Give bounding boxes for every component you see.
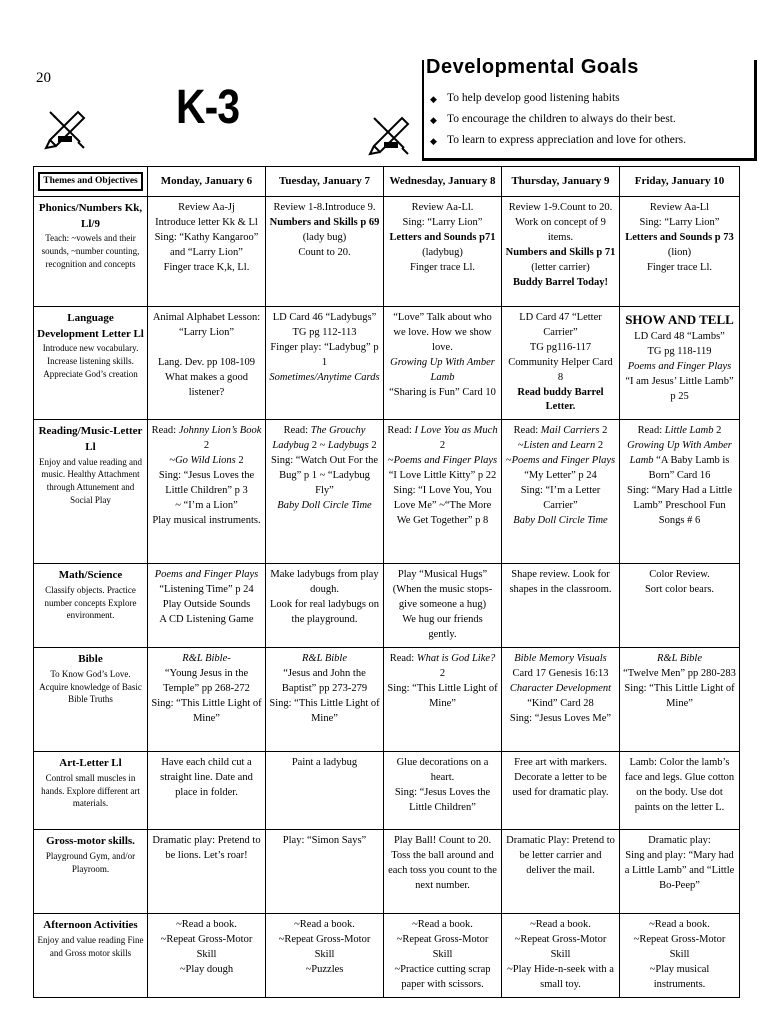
theme-category: Phonics/Numbers Kk, Ll/9 (38, 202, 143, 230)
styled-text: R&L Bible (182, 653, 228, 665)
activity-cell: Read: Little Lamb 2 Growing Up With Amber Lamb “A Baby Lamb is Born” Card 16 Sing: “Mary Had a Little Lamb” Preschool Fun Songs # 6 (620, 420, 740, 564)
table-row (34, 564, 740, 648)
activity-cell: R&L Bible- “Young Jesus in the Temple” pp 268-272 Sing: “This Little Light of Mine” (148, 648, 266, 752)
theme-objective: Control small muscles in hands. Explore different art materials. (41, 772, 140, 809)
page-title: K-3 (176, 81, 240, 134)
activity-cell: SHOW AND TELL LD Card 48 “Lambs” TG pg 118-119 Poems and Finger Plays “I am Jesus’ Little Lamb” p 25 (620, 307, 740, 420)
theme-header-cell: Themes and Objectives (34, 167, 148, 197)
theme-category: Afternoon Activities (43, 919, 138, 932)
theme-category: Gross-motor skills. (46, 835, 135, 848)
theme-objective: Enjoy and value reading and music. Healthy Attachment through Attunement and Social Play (39, 456, 142, 505)
activity-cell: ~Read a book. ~Repeat Gross-Motor Skill ~Play dough (148, 914, 266, 998)
theme-cell (34, 197, 148, 307)
day-header: Tuesday, January 7 (266, 167, 384, 197)
day-header: Monday, January 6 (148, 167, 266, 197)
activity-cell: Lamb: Color the lamb’s face and legs. Glue cotton on the body. Use dot paints on the letter L. (620, 752, 740, 830)
activity-cell: ~Read a book. ~Repeat Gross-Motor Skill ~Play musical instruments. (620, 914, 740, 998)
styled-text: Baby Doll Circle Time (277, 499, 372, 511)
activity-cell: Review Aa-Ll. Sing: “Larry Lion” Letters and Sounds p71 (ladybug) Finger trace Ll. (384, 197, 502, 307)
theme-category: Math/Science (58, 569, 123, 582)
page-number: 20 (36, 70, 51, 86)
theme-objective: Teach: ~vowels and their sounds, ~number counting, recognition and concepts (41, 233, 140, 269)
activity-cell: Read: I Love You as Much 2 ~Poems and Finger Plays “I Love Little Kitty” p 22 Sing: “I Love You, You Love Me” ~“The More We Get Together” p 8 (384, 420, 502, 564)
styled-text: Poems and Finger Plays (627, 360, 732, 372)
activity-cell: Have each child cut a straight line. Date and place in folder. (148, 752, 266, 830)
crayon-icon (44, 106, 88, 150)
activity-cell: Poems and Finger Plays “Listening Time” p 24 Play Outside Sounds A CD Listening Game (148, 564, 266, 648)
activity-cell: ~Read a book. ~Repeat Gross-Motor Skill ~Practice cutting scrap paper with scissors. (384, 914, 502, 998)
styled-text: What is God Like? (416, 653, 496, 665)
activity-cell: Free art with markers. Decorate a letter to be used for dramatic play. (502, 752, 620, 830)
styled-text: Sometimes/Anytime Cards (269, 371, 380, 383)
table-header-row (34, 167, 740, 197)
crayon-icon-right (368, 112, 412, 156)
styled-text: Read buddy Barrel Letter. (517, 386, 604, 413)
theme-category: Bible (78, 653, 103, 666)
theme-objective: Classify objects. Practice number concepts Explore environment. (44, 584, 137, 621)
styled-text: Baby Doll Circle Time (513, 514, 608, 526)
activity-cell: Bible Memory Visuals Card 17 Genesis 16:13 Character Development “Kind” Card 28 Sing: “Jesus Loves Me” (502, 648, 620, 752)
styled-text: Numbers and Skills p 69 (269, 216, 380, 228)
table-row (34, 914, 740, 998)
activity-cell: Dramatic play: Sing and play: “Mary had a Little Lamb” and “Little Bo-Peep” (620, 830, 740, 914)
activity-cell: Make ladybugs from play dough. Look for real ladybugs on the playground. (266, 564, 384, 648)
table-row (34, 420, 740, 564)
activity-cell: LD Card 46 “Ladybugs” TG pg 112-113 Finger play: “Ladybug” p 1 Sometimes/Anytime Cards (266, 307, 384, 420)
styled-text: Poems and Finger Plays (393, 455, 498, 467)
styled-text: Listen and Learn (523, 440, 596, 452)
weekly-plan-table (33, 166, 740, 998)
activity-cell: Review Aa-Jj Introduce letter Kk & Ll Sing: “Kathy Kangaroo” and “Larry Lion” Finger trace K,k, Ll. (148, 197, 266, 307)
styled-text: Poems and Finger Plays (154, 569, 259, 581)
styled-text: Numbers and Skills p 71 (505, 246, 616, 258)
styled-text: Go Wild Lions (175, 455, 236, 467)
activity-cell: LD Card 47 “Letter Carrier” TG pg116-117 Community Helper Card 8 Read buddy Barrel Letter. (502, 307, 620, 420)
activity-cell: “Love” Talk about who we love. How we show love. Growing Up With Amber Lamb “Sharing is Fun” Card 10 (384, 307, 502, 420)
theme-cell (34, 914, 148, 998)
table-row (34, 197, 740, 307)
styled-text: Ladybugs (327, 440, 369, 452)
activity-cell: ~Read a book. ~Repeat Gross-Motor Skill ~Play Hide-n-seek with a small toy. (502, 914, 620, 998)
styled-text: R&L Bible (301, 653, 347, 665)
activity-cell: Animal Alphabet Lesson: “Larry Lion” Lang. Dev. pp 108-109 What makes a good listener? (148, 307, 266, 420)
styled-text: Growing Up With Amber Lamb (390, 356, 495, 383)
styled-text: I Love You as Much (414, 425, 498, 437)
styled-text: Johnny Lion’s Book (178, 425, 262, 437)
goal-item: ◆ To encourage the children to always do their best. (430, 113, 676, 125)
goal-item: ◆ To learn to express appreciation and love for others. (430, 134, 687, 146)
theme-category: Art-Letter Ll (59, 757, 122, 770)
goals-heading: Developmental Goals (426, 56, 639, 78)
theme-cell (34, 830, 148, 914)
activity-cell: ~Read a book. ~Repeat Gross-Motor Skill ~Puzzles (266, 914, 384, 998)
styled-text: SHOW AND TELL (625, 312, 734, 327)
activity-cell: Read: Mail Carriers 2 ~Listen and Learn 2 ~Poems and Finger Plays “My Letter” p 24 Sing: “I’m a Letter Carrier” Baby Doll Circle Time (502, 420, 620, 564)
theme-objective: Introduce new vocabulary. Increase listening skills. Appreciate God’s creation (42, 343, 139, 379)
day-header: Friday, January 10 (620, 167, 740, 197)
theme-objective: Playground Gym, and/or Playroom. (45, 850, 136, 874)
activity-cell: Read: Johnny Lion’s Book 2 ~Go Wild Lions 2 Sing: “Jesus Loves the Little Children” p 3 ~ “I’m a Lion” Play musical instruments. (148, 420, 266, 564)
activity-cell: Shape review. Look for shapes in the classroom. (502, 564, 620, 648)
table-row (34, 648, 740, 752)
goals-list (430, 92, 686, 155)
activity-cell: Play: “Simon Says” (266, 830, 384, 914)
activity-cell: Read: What is God Like? 2 Sing: “This Little Light of Mine” (384, 648, 502, 752)
goal-item: ◆ To help develop good listening habits (430, 92, 620, 104)
activity-cell: Color Review. Sort color bears. (620, 564, 740, 648)
theme-cell (34, 752, 148, 830)
styled-text: Buddy Barrel Today! (513, 276, 608, 288)
day-header: Thursday, January 9 (502, 167, 620, 197)
activity-cell: Review 1-9.Count to 20. Work on concept of 9 items. Numbers and Skills p 71 (letter carrier) Buddy Barrel Today! (502, 197, 620, 307)
activity-cell: R&L Bible “Jesus and John the Baptist” pp 273-279 Sing: “This Little Light of Mine” (266, 648, 384, 752)
table-row (34, 752, 740, 830)
theme-objective: To Know God’s Love. Acquire knowledge of Basic Bible Truths (39, 668, 142, 705)
theme-category: Language Development Letter Ll (37, 312, 144, 340)
table-row (34, 830, 740, 914)
styled-text: Bible Memory Visuals (514, 653, 607, 665)
activity-cell: Review 1-8.Introduce 9. Numbers and Skills p 69 (lady bug) Count to 20. (266, 197, 384, 307)
theme-objective: Enjoy and value reading Fine and Gross motor skills (37, 934, 144, 958)
day-header: Wednesday, January 8 (384, 167, 502, 197)
styled-text: Letters and Sounds p 73 (625, 231, 734, 243)
styled-text: Growing Up With Amber Lamb (627, 440, 732, 467)
activity-cell: Paint a ladybug (266, 752, 384, 830)
theme-cell (34, 648, 148, 752)
activity-cell: Dramatic play: Pretend to be lions. Let’s roar! (148, 830, 266, 914)
styled-text: Letters and Sounds p71 (389, 231, 496, 243)
activity-cell: Review Aa-Ll Sing: “Larry Lion” Letters and Sounds p 73 (lion) Finger trace Ll. (620, 197, 740, 307)
activity-cell: Dramatic Play: Pretend to be letter carrier and deliver the mail. (502, 830, 620, 914)
styled-text: Character Development (509, 683, 612, 695)
theme-cell (34, 564, 148, 648)
activity-cell: Play Ball! Count to 20. Toss the ball around and each toss you count to the next number. (384, 830, 502, 914)
theme-cell (34, 307, 148, 420)
activity-cell: R&L Bible “Twelve Men” pp 280-283 Sing: “This Little Light of Mine” (620, 648, 740, 752)
styled-text: Little Lamb (664, 425, 714, 437)
activity-cell: Glue decorations on a heart. Sing: “Jesus Loves the Little Children” (384, 752, 502, 830)
styled-text: The Grouchy Ladybug (272, 425, 366, 452)
styled-text: Mail Carriers (540, 425, 600, 437)
activity-cell: Read: The Grouchy Ladybug 2 ~ Ladybugs 2 Sing: “Watch Out For the Bug” p 1 ~ “Ladybug Fly” Baby Doll Circle Time (266, 420, 384, 564)
styled-text: R&L Bible (656, 653, 702, 665)
table-row (34, 307, 740, 420)
theme-cell (34, 420, 148, 564)
styled-text: Poems and Finger Plays (511, 455, 616, 467)
theme-category: Reading/Music-Letter Ll (38, 425, 143, 453)
activity-cell: Play “Musical Hugs” (When the music stops-give someone a hug) We hug our friends gently. (384, 564, 502, 648)
